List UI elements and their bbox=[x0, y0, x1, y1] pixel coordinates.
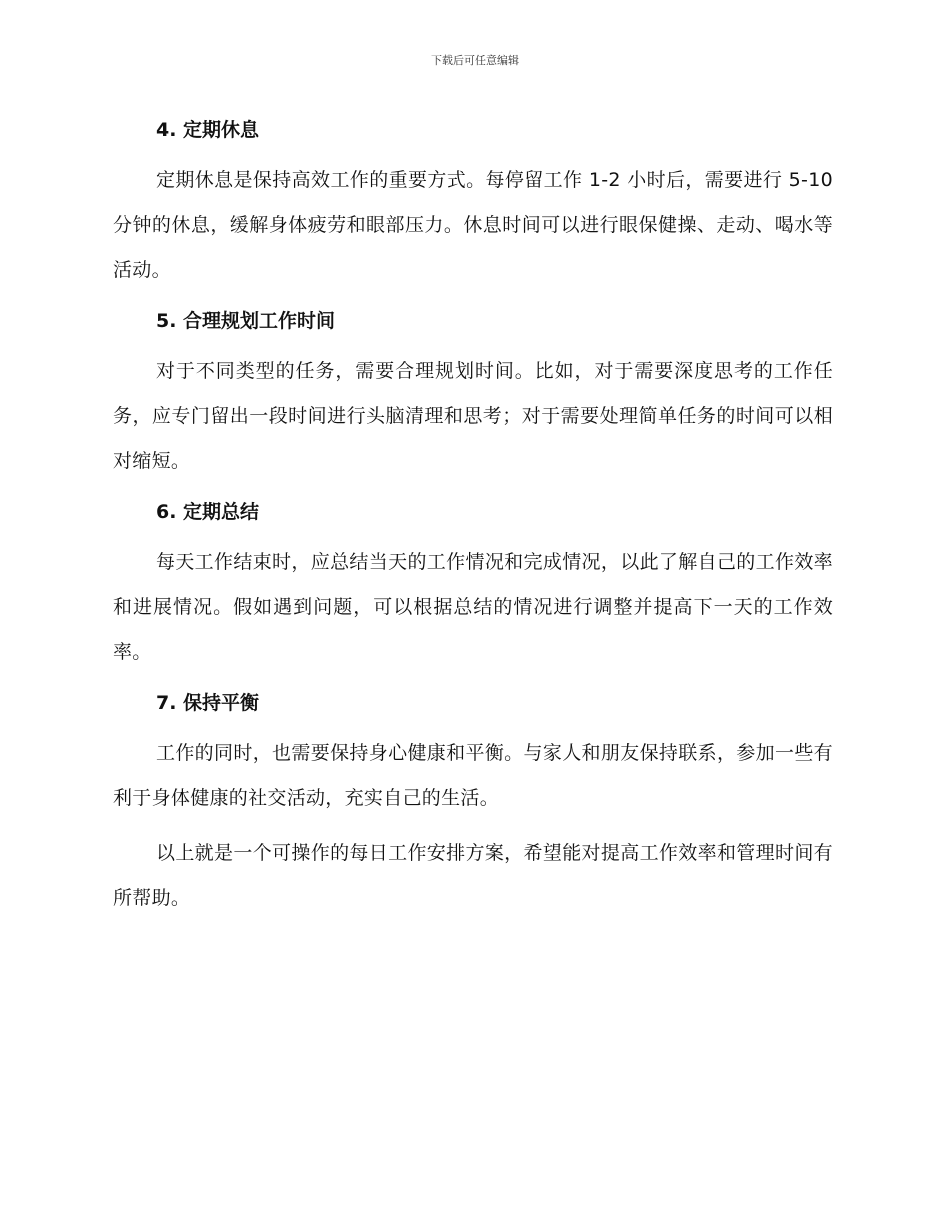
section-rest bbox=[113, 112, 833, 303]
document-body bbox=[113, 112, 833, 921]
section-paragraph: 对于不同类型的任务，需要合理规划时间。比如，对于需要深度思考的工作任务，应专门留出一段时间进行头脑清理和思考；对于需要处理简单任务的时间可以相对缩短。 bbox=[113, 360, 833, 472]
section-planning bbox=[113, 303, 833, 494]
page-header: 下载后可任意编辑 bbox=[431, 54, 519, 67]
section-heading: 6. 定期总结 bbox=[156, 501, 260, 523]
section-paragraph: 工作的同时，也需要保持身心健康和平衡。与家人和朋友保持联系，参加一些有利于身体健康的社交活动，充实自己的生活。 bbox=[113, 742, 833, 809]
section-paragraph: 定期休息是保持高效工作的重要方式。每停留工作 1-2 小时后，需要进行 5-10 分钟的休息，缓解身体疲劳和眼部压力。休息时间可以进行眼保健操、走动、喝水等活动。 bbox=[113, 169, 833, 281]
section-heading: 7. 保持平衡 bbox=[156, 692, 260, 714]
section-heading: 4. 定期休息 bbox=[156, 119, 260, 141]
section-heading: 5. 合理规划工作时间 bbox=[156, 310, 336, 332]
conclusion-paragraph: 以上就是一个可操作的每日工作安排方案，希望能对提高工作效率和管理时间有所帮助。 bbox=[113, 842, 833, 909]
section-balance bbox=[113, 685, 833, 831]
section-paragraph: 每天工作结束时，应总结当天的工作情况和完成情况，以此了解自己的工作效率和进展情况。假如遇到问题，可以根据总结的情况进行调整并提高下一天的工作效率。 bbox=[113, 551, 833, 663]
section-summary bbox=[113, 494, 833, 685]
